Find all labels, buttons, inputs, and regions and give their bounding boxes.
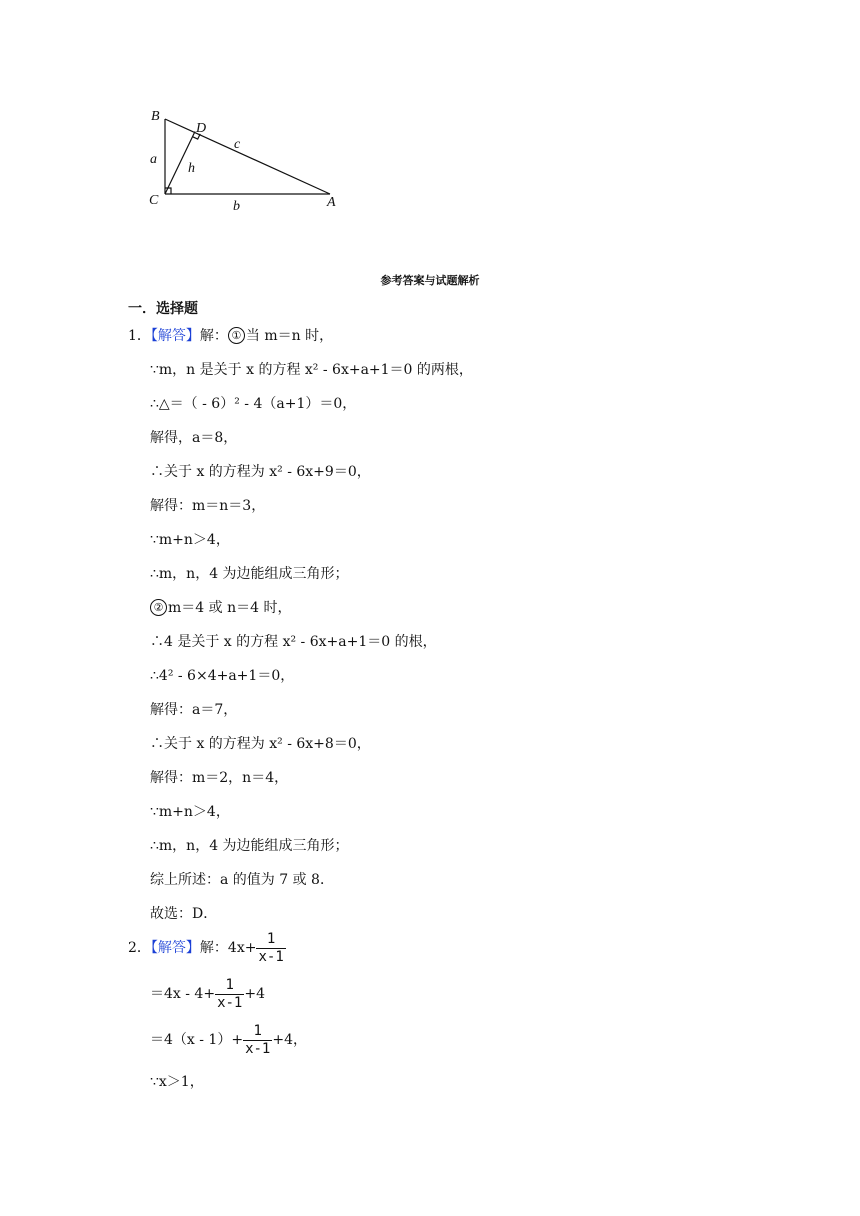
q1-line-11: ∴4² - 6×4+a+1＝0， <box>150 668 295 684</box>
fraction-denominator: x-1 <box>217 994 243 1011</box>
q1-case2-text: m＝4 或 n＝4 时， <box>168 600 292 616</box>
q2-answer-tag: 【解答】 <box>150 940 200 956</box>
fraction-denominator: x-1 <box>245 1040 271 1057</box>
q2-expr-1: 4x+ <box>227 940 257 956</box>
q1-number: 1． <box>128 328 151 344</box>
q2-fraction-1 <box>256 931 285 966</box>
section-heading: 一．选择题 <box>128 301 198 317</box>
q2-number: 2． <box>128 940 151 956</box>
label-b: b <box>233 199 240 214</box>
q1-line-10: ∴4 是关于 x 的方程 x² - 6x+a+1＝0 的根， <box>150 634 437 650</box>
q1-line-15: ∵m+n＞4， <box>150 804 230 820</box>
q1-sol: 解： <box>199 328 228 344</box>
label-c: c <box>234 137 241 152</box>
label-B: B <box>151 109 160 124</box>
q1-line-7: ∵m+n＞4， <box>150 532 230 548</box>
q1-line-13: ∴关于 x 的方程为 x² - 6x+8＝0， <box>150 736 371 752</box>
q1-case1-text: 当 m＝n 时， <box>245 328 334 344</box>
right-triangle-figure <box>140 100 350 225</box>
side-ba <box>165 119 330 194</box>
label-D: D <box>196 121 207 136</box>
answer-title: 参考答案与试题解析 <box>380 274 480 287</box>
q1-line-8: ∴m，n，4 为边能组成三角形； <box>150 566 349 582</box>
q1-line-17: 综上所述：a 的值为 7 或 8． <box>150 872 334 888</box>
q2-fraction-2 <box>215 977 244 1012</box>
q1-line-2: ∵m，n 是关于 x 的方程 x² - 6x+a+1＝0 的两根， <box>150 362 473 378</box>
q1-first-line <box>128 326 333 346</box>
q1-answer-tag: 【解答】 <box>150 328 200 344</box>
q1-line-4: 解得，a＝8， <box>150 430 238 446</box>
q1-line-18: 故选：D． <box>150 906 218 922</box>
q1-line-9 <box>150 598 291 618</box>
q2-expr-3-pre: ＝4（x - 1）+ <box>150 1032 244 1048</box>
q1-case2-mark: ② <box>150 599 167 616</box>
label-a: a <box>150 152 157 167</box>
q1-line-3: ∴△＝（ - 6）² - 4（a+1）＝0， <box>150 396 357 412</box>
q2-expr-2-post: +4 <box>244 986 266 1002</box>
q2-line-4: ∵x＞1， <box>150 1074 204 1090</box>
fraction-denominator: x-1 <box>258 948 284 965</box>
q2-sol: 解： <box>199 940 228 956</box>
fraction-numerator: 1 <box>215 977 244 995</box>
q1-line-6: 解得：m＝n＝3， <box>150 498 266 514</box>
q2-line-2 <box>150 976 265 1012</box>
label-h: h <box>188 161 195 176</box>
q2-first-line <box>128 930 286 966</box>
q1-line-14: 解得：m＝2，n＝4， <box>150 770 289 786</box>
fraction-numerator: 1 <box>256 931 285 949</box>
q1-case1-mark: ① <box>228 327 245 344</box>
q1-line-5: ∴关于 x 的方程为 x² - 6x+9＝0， <box>150 464 371 480</box>
q1-line-16: ∴m，n，4 为边能组成三角形； <box>150 838 349 854</box>
q2-expr-2-pre: ＝4x - 4+ <box>150 986 216 1002</box>
q1-line-12: 解得：a＝7， <box>150 702 238 718</box>
label-A: A <box>327 195 336 210</box>
q2-fraction-3 <box>243 1023 272 1058</box>
label-C: C <box>149 193 159 208</box>
q2-expr-3-post: +4， <box>272 1032 308 1048</box>
q2-line-3 <box>150 1022 307 1058</box>
fraction-numerator: 1 <box>243 1023 272 1041</box>
